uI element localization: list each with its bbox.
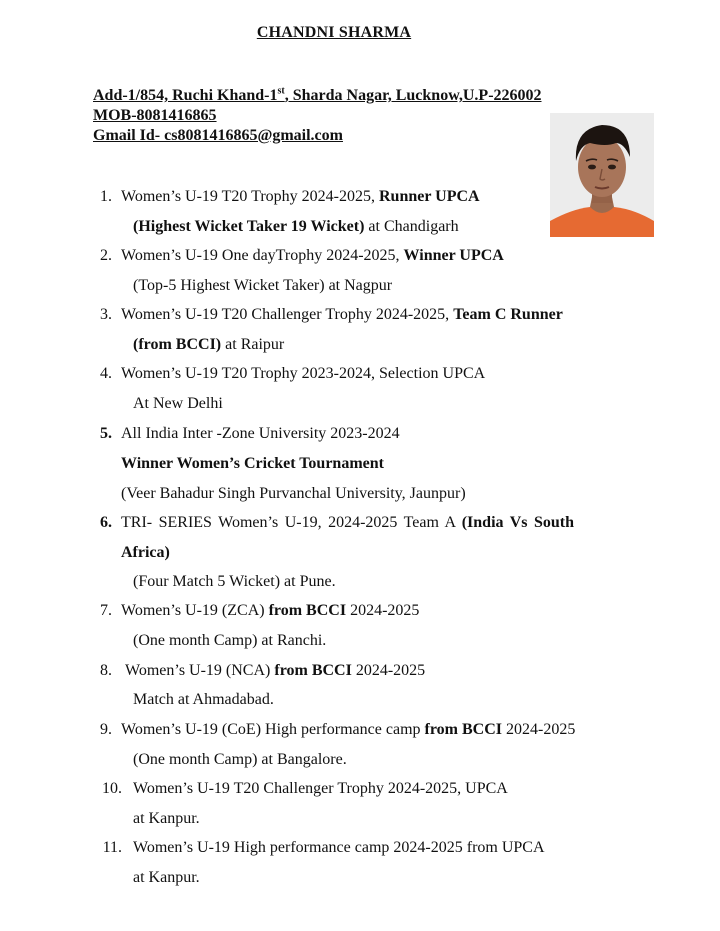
item-text-bold: Winner UPCA — [403, 247, 504, 264]
contact-block — [93, 86, 542, 146]
item-text: Women’s U-19 T20 Trophy 2024-2025, — [121, 188, 379, 205]
item-line — [125, 661, 425, 681]
item-line: (Top-5 Highest Wicket Taker) at Nagpur — [133, 277, 393, 294]
item-text: at Chandigarh — [364, 218, 459, 235]
item-line — [121, 187, 480, 207]
item-line: at Kanpur. — [133, 810, 200, 827]
item-number: 11. — [102, 839, 122, 856]
item-text-bold: Team C Runner — [453, 306, 563, 323]
item-text-bold: (from BCCI) — [133, 336, 222, 353]
candidate-name: CHANDNI SHARMA — [256, 24, 412, 41]
item-text: Women’s U-19 (CoE) High performance camp — [121, 721, 425, 738]
email-line: Gmail Id- cs8081416865@gmail.com — [93, 127, 343, 144]
item-number: 10. — [102, 780, 122, 797]
address-superscript: st — [277, 85, 285, 97]
item-number: 8. — [100, 662, 112, 679]
item-line: at Kanpur. — [133, 869, 200, 886]
item-text: Women’s U-19 One dayTrophy 2024-2025, — [121, 247, 404, 264]
item-text-bold: from BCCI — [424, 721, 502, 738]
item-text: Women’s U-19 (ZCA) — [121, 602, 269, 619]
item-number: 1. — [100, 188, 112, 205]
item-number: 4. — [100, 365, 112, 382]
item-text: Women’s U-19 T20 Challenger Trophy 2024-2025, — [121, 306, 454, 323]
item-number: 2. — [100, 247, 112, 264]
item-line: At New Delhi — [133, 395, 223, 412]
address-part: , Sharda Nagar, Lucknow,U.P-226002 — [284, 87, 542, 104]
item-number: 6. — [100, 514, 112, 531]
item-line — [133, 335, 284, 355]
mobile-line: MOB-8081416865 — [93, 107, 217, 124]
item-text: 2024-2025 — [346, 602, 420, 619]
item-text: 2024-2025 — [351, 662, 426, 679]
profile-photo — [550, 113, 654, 237]
item-line: (One month Camp) at Bangalore. — [133, 751, 347, 768]
item-text: TRI- SERIES Women’s U-19, 2024-2025 Team A — [121, 514, 462, 531]
item-line: (Four Match 5 Wicket) at Pune. — [133, 573, 336, 590]
address-part: Add-1/854, Ruchi Khand-1 — [93, 87, 278, 104]
item-line: (One month Camp) at Ranchi. — [133, 632, 327, 649]
address-line — [93, 86, 542, 106]
item-line — [121, 305, 563, 325]
item-text-bold: from BCCI — [274, 662, 352, 679]
item-line: Women’s U-19 T20 Challenger Trophy 2024-2025, UPCA — [133, 780, 508, 797]
item-line: Women’s U-19 High performance camp 2024-2025 from UPCA — [133, 839, 545, 856]
item-number: 5. — [100, 425, 112, 442]
item-text-bold: from BCCI — [268, 602, 347, 619]
item-number: 9. — [100, 721, 112, 738]
item-line — [121, 246, 504, 266]
item-line: Match at Ahmadabad. — [133, 691, 274, 708]
item-line — [133, 217, 459, 237]
item-line: (Veer Bahadur Singh Purvanchal University, Jaunpur) — [121, 485, 466, 502]
item-line — [121, 720, 575, 740]
item-line: Africa) — [121, 544, 170, 561]
item-line — [121, 513, 574, 533]
item-text: at Raipur — [221, 336, 285, 353]
item-text-bold: (India Vs South — [461, 514, 575, 531]
item-number: 3. — [100, 306, 112, 323]
item-text: 2024-2025 — [502, 721, 576, 738]
item-line — [121, 601, 419, 621]
item-text: Women’s U-19 (NCA) — [125, 662, 275, 679]
item-number: 7. — [100, 602, 112, 619]
item-line: All India Inter -Zone University 2023-2024 — [121, 425, 400, 442]
portrait-image — [550, 113, 654, 237]
item-line: Women’s U-19 T20 Trophy 2023-2024, Selection UPCA — [121, 365, 486, 382]
item-text-bold: Runner UPCA — [378, 188, 480, 205]
item-line: Winner Women’s Cricket Tournament — [121, 455, 384, 472]
item-text-bold: (Highest Wicket Taker 19 Wicket) — [133, 218, 365, 235]
